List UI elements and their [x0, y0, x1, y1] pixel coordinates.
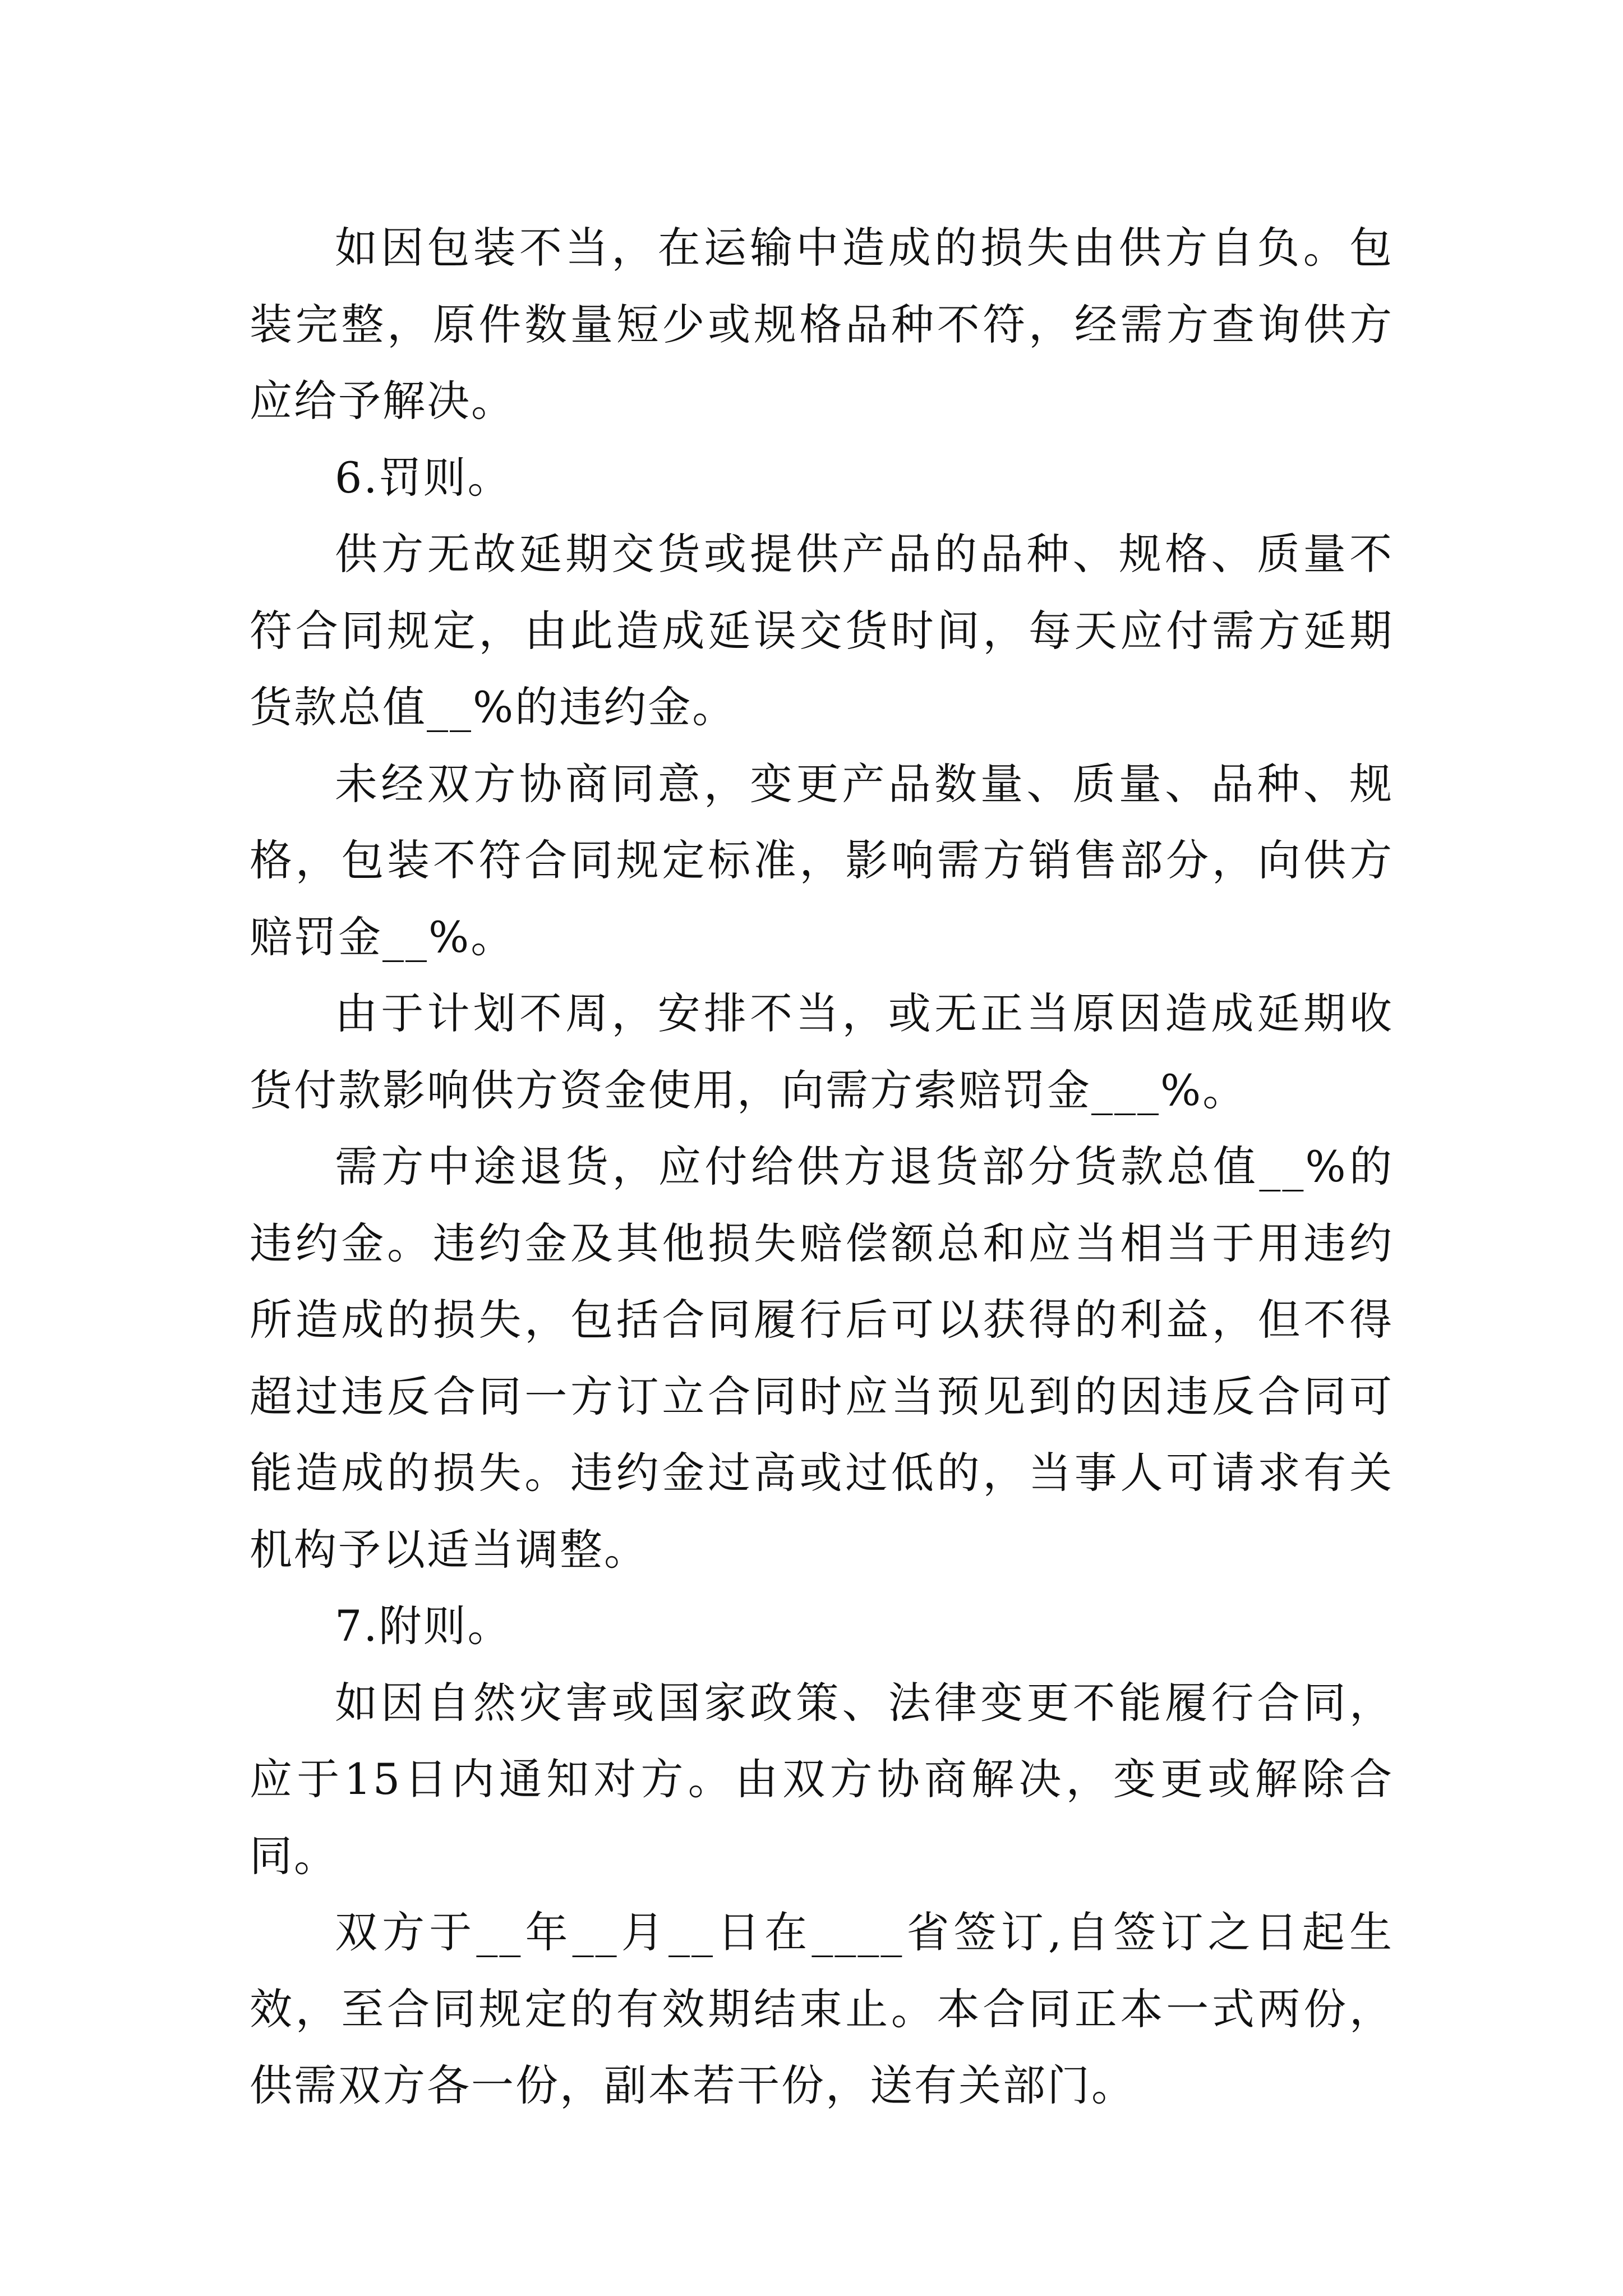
section-heading-penalties: 6.罚则。 — [335, 452, 512, 503]
paragraph-packaging-loss: 如因包装不当，在运输中造成的损失由供方自负。包装完整，原件数量短少或规格品种不符，经需方查询供方应给予解决。 — [250, 223, 1394, 426]
paragraph-late-delivery-penalty: 供方无故延期交货或提供产品的品种、规格、质量不符合同规定，由此造成延误交货时间，每天应付需方延期货款总值__%的违约金。 — [250, 529, 1394, 732]
document-body — [250, 210, 1394, 2124]
paragraph-late-payment-penalty: 由于计划不周，安排不当，或无正当原因造成延期收货付款影响供方资金使用，向需方索赔罚金___%。 — [250, 988, 1394, 1115]
section-heading-supplementary: 7.附则。 — [335, 1601, 512, 1651]
paragraph-unilateral-change-penalty: 未经双方协商同意，变更产品数量、质量、品种、规格，包装不符合同规定标准，影响需方销售部分，向供方赔罚金__%。 — [250, 758, 1394, 962]
paragraph-return-penalty: 需方中途退货，应付给供方退货部分货款总值__%的违约金。违约金及其他损失赔偿额总和应当相当于用违约所造成的损失，包括合同履行后可以获得的利益，但不得超过违反合同一方订立合同时应当预见到的因违反合同可能造成的损失。违约金过高或过低的，当事人可请求有关机构予以适当调整。 — [250, 1142, 1394, 1575]
paragraph-signing-validity: 双方于__年__月__日在____省签订,自签订之日起生效，至合同规定的有效期结束止。本合同正本一式两份，供需双方各一份，副本若干份，送有关部门。 — [250, 1907, 1394, 2110]
paragraph-force-majeure: 如因自然灾害或国家政策、法律变更不能履行合同，应于15日内通知对方。由双方协商解决，变更或解除合同。 — [250, 1677, 1394, 1881]
